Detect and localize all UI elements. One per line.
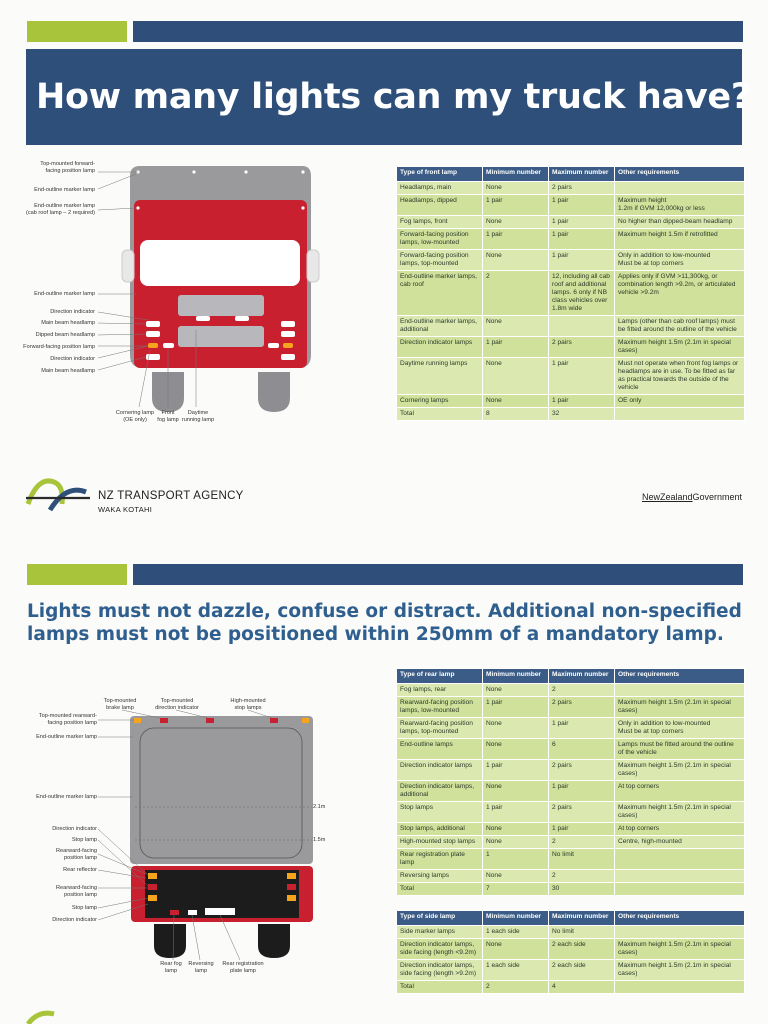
table-row	[397, 684, 745, 697]
table-cell: 4	[549, 981, 615, 994]
rear-table-header-type: Type of rear lamp	[397, 669, 483, 684]
table-row	[397, 395, 745, 408]
direction-lamp-right	[283, 343, 293, 348]
table-cell: Stop lamps, additional	[397, 823, 483, 836]
rear-table-header-other: Other requirements	[615, 669, 745, 684]
table-cell: None	[483, 250, 549, 271]
table-cell: 2	[483, 271, 549, 316]
table-cell: None	[483, 739, 549, 760]
table-cell: 1 pair	[549, 229, 615, 250]
table-cell	[615, 870, 745, 883]
table-row	[397, 316, 745, 337]
table-cell: Centre, high-mounted	[615, 836, 745, 849]
table-cell: 1 pair	[549, 216, 615, 229]
table-row	[397, 250, 745, 271]
table-cell: Rearward-facing position lamps, low-mounted	[397, 697, 483, 718]
rear-wheel-left	[154, 924, 186, 958]
table-cell: Fog lamps, front	[397, 216, 483, 229]
label-top-direction: Top-mounted direction indicator	[155, 698, 199, 711]
label-front-fog: Front fog lamp	[157, 410, 179, 423]
table-cell	[615, 883, 745, 896]
table-cell: None	[483, 684, 549, 697]
front-table-header-max: Maximum number	[549, 167, 615, 182]
table-cell: 2 pairs	[549, 182, 615, 195]
table-cell: Stop lamps	[397, 802, 483, 823]
label-cornering: Cornering lamp (OE only)	[115, 410, 155, 423]
table-cell: 2	[549, 684, 615, 697]
table-cell: 12, including all cab roof and additional lamps. 6 only if NB class vehicles over 1.8m wide	[549, 271, 615, 316]
mirror-left	[122, 250, 134, 282]
top-position-lamp-right	[302, 718, 309, 723]
table-cell: 2	[483, 981, 549, 994]
label-stop-rear-2: Stop lamp	[71, 905, 97, 911]
page2-headline: Lights must not dazzle, confuse or distract. Additional non-specified lamps must not be positioned within 250mm of a mandatory lamp.	[27, 601, 742, 645]
label-rear-position-1: Rearward-facing position lamp	[55, 848, 97, 861]
table-cell: Direction indicator lamps	[397, 760, 483, 781]
table-cell: Side marker lamps	[397, 926, 483, 939]
table-cell: None	[483, 718, 549, 739]
grille-bottom	[178, 326, 264, 347]
label-dipped-beam: Dipped beam headlamp	[35, 332, 95, 338]
side-table-header-max: Maximum number	[549, 911, 615, 926]
table-row	[397, 358, 745, 395]
label-stop-rear-1: Stop lamp	[71, 837, 97, 843]
side-table-header-type: Type of side lamp	[397, 911, 483, 926]
table-row	[397, 182, 745, 195]
table-cell: Maximum height 1.5m (2.1m in special cases)	[615, 802, 745, 823]
main-beam-lamp-left	[146, 321, 160, 327]
rear-table-header-min: Minimum number	[483, 669, 549, 684]
rear-lamp-table	[396, 668, 745, 896]
table-row	[397, 697, 745, 718]
label-rear-position-2: Rearward-facing position lamp	[55, 885, 97, 898]
front-table-body	[397, 182, 745, 421]
table-cell: 1 pair	[549, 250, 615, 271]
accent-bar-green-2	[27, 564, 127, 585]
table-cell	[615, 684, 745, 697]
table-cell: None	[483, 216, 549, 229]
table-cell: 6	[549, 739, 615, 760]
label-high-stop: High-mounted stop lamps	[230, 698, 266, 711]
table-cell: Only in addition to low-mounted Must be at top corners	[615, 718, 745, 739]
high-stop-lamp	[270, 718, 278, 723]
side-table-header-other: Other requirements	[615, 911, 745, 926]
table-cell: Direction indicator lamps	[397, 337, 483, 358]
table-row	[397, 960, 745, 981]
table-cell: 1 pair	[549, 781, 615, 802]
table-cell: No higher than dipped-beam headlamp	[615, 216, 745, 229]
table-row	[397, 870, 745, 883]
front-table-header-type: Type of front lamp	[397, 167, 483, 182]
side-lamp-table	[396, 910, 745, 994]
label-daytime: Daytime running lamp	[181, 410, 215, 423]
fog-lamp-left	[163, 343, 174, 348]
table-cell	[615, 926, 745, 939]
table-cell: Maximum height 1.5m (2.1m in special cases)	[615, 939, 745, 960]
table-row	[397, 195, 745, 216]
table-cell: 1 pair	[483, 697, 549, 718]
rear-wheel-right	[258, 924, 290, 958]
table-cell: None	[483, 781, 549, 802]
table-cell: 30	[549, 883, 615, 896]
table-cell: None	[483, 316, 549, 337]
table-row	[397, 337, 745, 358]
table-cell: Maximum height 1.5m (2.1m in special cases)	[615, 337, 745, 358]
table-cell: Total	[397, 883, 483, 896]
table-cell: 32	[549, 408, 615, 421]
label-direction-2: Direction indicator	[50, 356, 95, 362]
table-row	[397, 836, 745, 849]
table-cell: 2 pairs	[549, 697, 615, 718]
top-brake-lamp	[160, 718, 168, 723]
table-row	[397, 760, 745, 781]
table-cell: Direction indicator lamps, side facing (length <9.2m)	[397, 939, 483, 960]
table-row	[397, 271, 745, 316]
table-cell: None	[483, 939, 549, 960]
label-direction-rear-2: Direction indicator	[52, 917, 97, 923]
table-cell: 1 each side	[483, 960, 549, 981]
table-row	[397, 408, 745, 421]
table-cell: 2 each side	[549, 939, 615, 960]
table-row	[397, 781, 745, 802]
table-cell: 2 pairs	[549, 802, 615, 823]
front-table-header-other: Other requirements	[615, 167, 745, 182]
dipped-beam-lamp-right	[281, 331, 295, 337]
label-forward-position: Forward-facing position lamp	[23, 344, 95, 350]
table-cell: 1 pair	[483, 337, 549, 358]
table-cell: High-mounted stop lamps	[397, 836, 483, 849]
top-direction-lamp	[206, 718, 214, 723]
table-cell	[615, 849, 745, 870]
label-main-beam-2: Main beam headlamp	[41, 368, 95, 374]
table-cell: End-outline lamps	[397, 739, 483, 760]
reversing-lamp	[188, 910, 197, 915]
table-cell: Direction indicator lamps, additional	[397, 781, 483, 802]
main-beam-lamp-right	[281, 321, 295, 327]
table-cell: 2 pairs	[549, 337, 615, 358]
table-cell: None	[483, 836, 549, 849]
table-cell: 1 pair	[549, 358, 615, 395]
table-cell: Headlamps, dipped	[397, 195, 483, 216]
label-main-beam-1: Main beam headlamp	[41, 320, 95, 326]
table-cell: 1	[483, 849, 549, 870]
table-row	[397, 939, 745, 960]
main-beam-lamp-right-2	[281, 354, 295, 360]
government-logo-govt: Government	[692, 492, 743, 502]
page-title-band	[26, 49, 751, 145]
table-cell: None	[483, 182, 549, 195]
table-cell	[615, 981, 745, 994]
page-title: How many lights can my truck have?	[36, 77, 751, 117]
table-cell	[549, 316, 615, 337]
table-cell: Applies only if GVM >11,300kg, or combination length >9.2m, or articulated vehicle >9.2m	[615, 271, 745, 316]
table-cell: 1 pair	[549, 395, 615, 408]
label-direction-1: Direction indicator	[50, 309, 95, 315]
table-cell: No limit	[549, 849, 615, 870]
table-cell: Rear registration plate lamp	[397, 849, 483, 870]
table-row	[397, 216, 745, 229]
label-end-outline-1: End-outline marker lamp	[34, 187, 95, 193]
label-top-rear-position: Top-mounted rearward- facing position lamp	[38, 713, 97, 726]
side-table-body	[397, 926, 745, 994]
label-end-outline-2: End-outline marker lamp	[34, 291, 95, 297]
rear-fog-lamp	[170, 910, 179, 915]
mirror-right	[307, 250, 319, 282]
nzta-logo-mark-partial	[24, 1010, 74, 1024]
table-cell: No limit	[549, 926, 615, 939]
table-cell: Maximum height 1.5m (2.1m in special cases)	[615, 960, 745, 981]
box-body	[130, 716, 313, 864]
table-cell: Maximum height 1.5m (2.1m in special cases)	[615, 697, 745, 718]
table-cell: 7	[483, 883, 549, 896]
table-row	[397, 802, 745, 823]
agency-name: NZ TRANSPORT AGENCY	[98, 490, 244, 502]
windscreen	[140, 240, 300, 286]
table-cell: Maximum height 1.2m if GVM 12,000kg or less	[615, 195, 745, 216]
table-row	[397, 229, 745, 250]
table-cell: 1 pair	[483, 195, 549, 216]
table-cell: 2 pairs	[549, 760, 615, 781]
top-position-lamp-left	[134, 718, 141, 723]
accent-bar-blue-2	[133, 564, 743, 585]
rear-table-body	[397, 684, 745, 896]
table-cell: OE only	[615, 395, 745, 408]
government-logo	[642, 492, 742, 502]
label-reversing: Reversing lamp	[188, 961, 214, 974]
table-row	[397, 849, 745, 870]
table-cell: Maximum height 1.5m if retrofitted	[615, 229, 745, 250]
grille-top	[178, 295, 264, 316]
table-cell: End-outline marker lamps, additional	[397, 316, 483, 337]
table-cell: Direction indicator lamps, side facing (length >9.2m)	[397, 960, 483, 981]
table-cell: 1 pair	[483, 760, 549, 781]
label-height-2-1: 2.1m	[313, 804, 326, 810]
table-cell: Headlamps, main	[397, 182, 483, 195]
table-cell: End-outline marker lamps, cab roof	[397, 271, 483, 316]
label-top-mounted-position: Top-mounted forward- facing position lamp	[40, 161, 95, 174]
table-cell: 1 pair	[549, 195, 615, 216]
nzta-logo-mark	[24, 470, 92, 518]
label-top-brake: Top-mounted brake lamp	[103, 698, 137, 711]
table-row	[397, 739, 745, 760]
table-cell: 2	[549, 870, 615, 883]
table-cell: 1 each side	[483, 926, 549, 939]
agency-subname: WAKA KOTAHI	[98, 505, 153, 514]
table-cell: 1 pair	[483, 802, 549, 823]
table-row	[397, 883, 745, 896]
front-lamp-table	[396, 166, 745, 421]
label-direction-rear-1: Direction indicator	[52, 826, 97, 832]
direction-lamp-left	[148, 343, 158, 348]
table-cell: 2	[549, 836, 615, 849]
table-cell	[615, 182, 745, 195]
table-cell: None	[483, 823, 549, 836]
table-cell: Lamps (other than cab roof lamps) must be fitted around the outline of the vehicle	[615, 316, 745, 337]
label-end-outline-rear-2: End-outline marker lamp	[36, 794, 97, 800]
accent-bar-green	[27, 21, 127, 42]
table-cell	[615, 408, 745, 421]
table-cell: Lamps must be fitted around the outline of the vehicle	[615, 739, 745, 760]
accent-bar-blue	[133, 21, 743, 42]
label-end-outline-rear-1: End-outline marker lamp	[36, 734, 97, 740]
label-end-outline-cab: End-outline marker lamp (cab roof lamp – 2 required)	[25, 203, 95, 216]
label-rear-reflector: Rear reflector	[63, 867, 97, 873]
table-cell: Daytime running lamps	[397, 358, 483, 395]
label-height-1-5: 1.5m	[313, 837, 326, 843]
rego-plate	[205, 908, 235, 915]
government-logo-nz: NewZealand	[642, 492, 693, 502]
table-row	[397, 718, 745, 739]
table-cell: Reversing lamps	[397, 870, 483, 883]
table-cell: 1 pair	[483, 229, 549, 250]
table-row	[397, 926, 745, 939]
table-cell: Must not operate when front fog lamps or headlamps are in use. To be fitted as far as practical towards the outside of the vehicle	[615, 358, 745, 395]
table-cell: 1 pair	[549, 823, 615, 836]
table-cell: 2 each side	[549, 960, 615, 981]
table-cell: Maximum height 1.5m (2.1m in special cases)	[615, 760, 745, 781]
table-cell: Cornering lamps	[397, 395, 483, 408]
table-cell: At top corners	[615, 823, 745, 836]
table-cell: Forward-facing position lamps, top-mounted	[397, 250, 483, 271]
label-rego: Rear registration plate lamp	[222, 961, 264, 974]
rear-table-header-max: Maximum number	[549, 669, 615, 684]
fog-lamp-right	[268, 343, 279, 348]
table-cell: None	[483, 870, 549, 883]
dipped-beam-lamp-left	[146, 331, 160, 337]
mid-lamp-right	[235, 316, 249, 321]
mid-lamp-left	[196, 316, 210, 321]
table-row	[397, 823, 745, 836]
table-cell: None	[483, 395, 549, 408]
front-table-header-min: Minimum number	[483, 167, 549, 182]
table-cell: At top corners	[615, 781, 745, 802]
table-cell: Only in addition to low-mounted Must be at top corners	[615, 250, 745, 271]
table-cell: Total	[397, 408, 483, 421]
table-cell: 1 pair	[549, 718, 615, 739]
label-rear-fog: Rear fog lamp	[160, 961, 182, 974]
table-cell: Fog lamps, rear	[397, 684, 483, 697]
table-cell: Total	[397, 981, 483, 994]
table-cell: Forward-facing position lamps, low-mounted	[397, 229, 483, 250]
table-row	[397, 981, 745, 994]
wheel-right	[258, 372, 290, 412]
table-cell: Rearward-facing position lamps, top-mounted	[397, 718, 483, 739]
table-cell: None	[483, 358, 549, 395]
side-table-header-min: Minimum number	[483, 911, 549, 926]
table-cell: 8	[483, 408, 549, 421]
